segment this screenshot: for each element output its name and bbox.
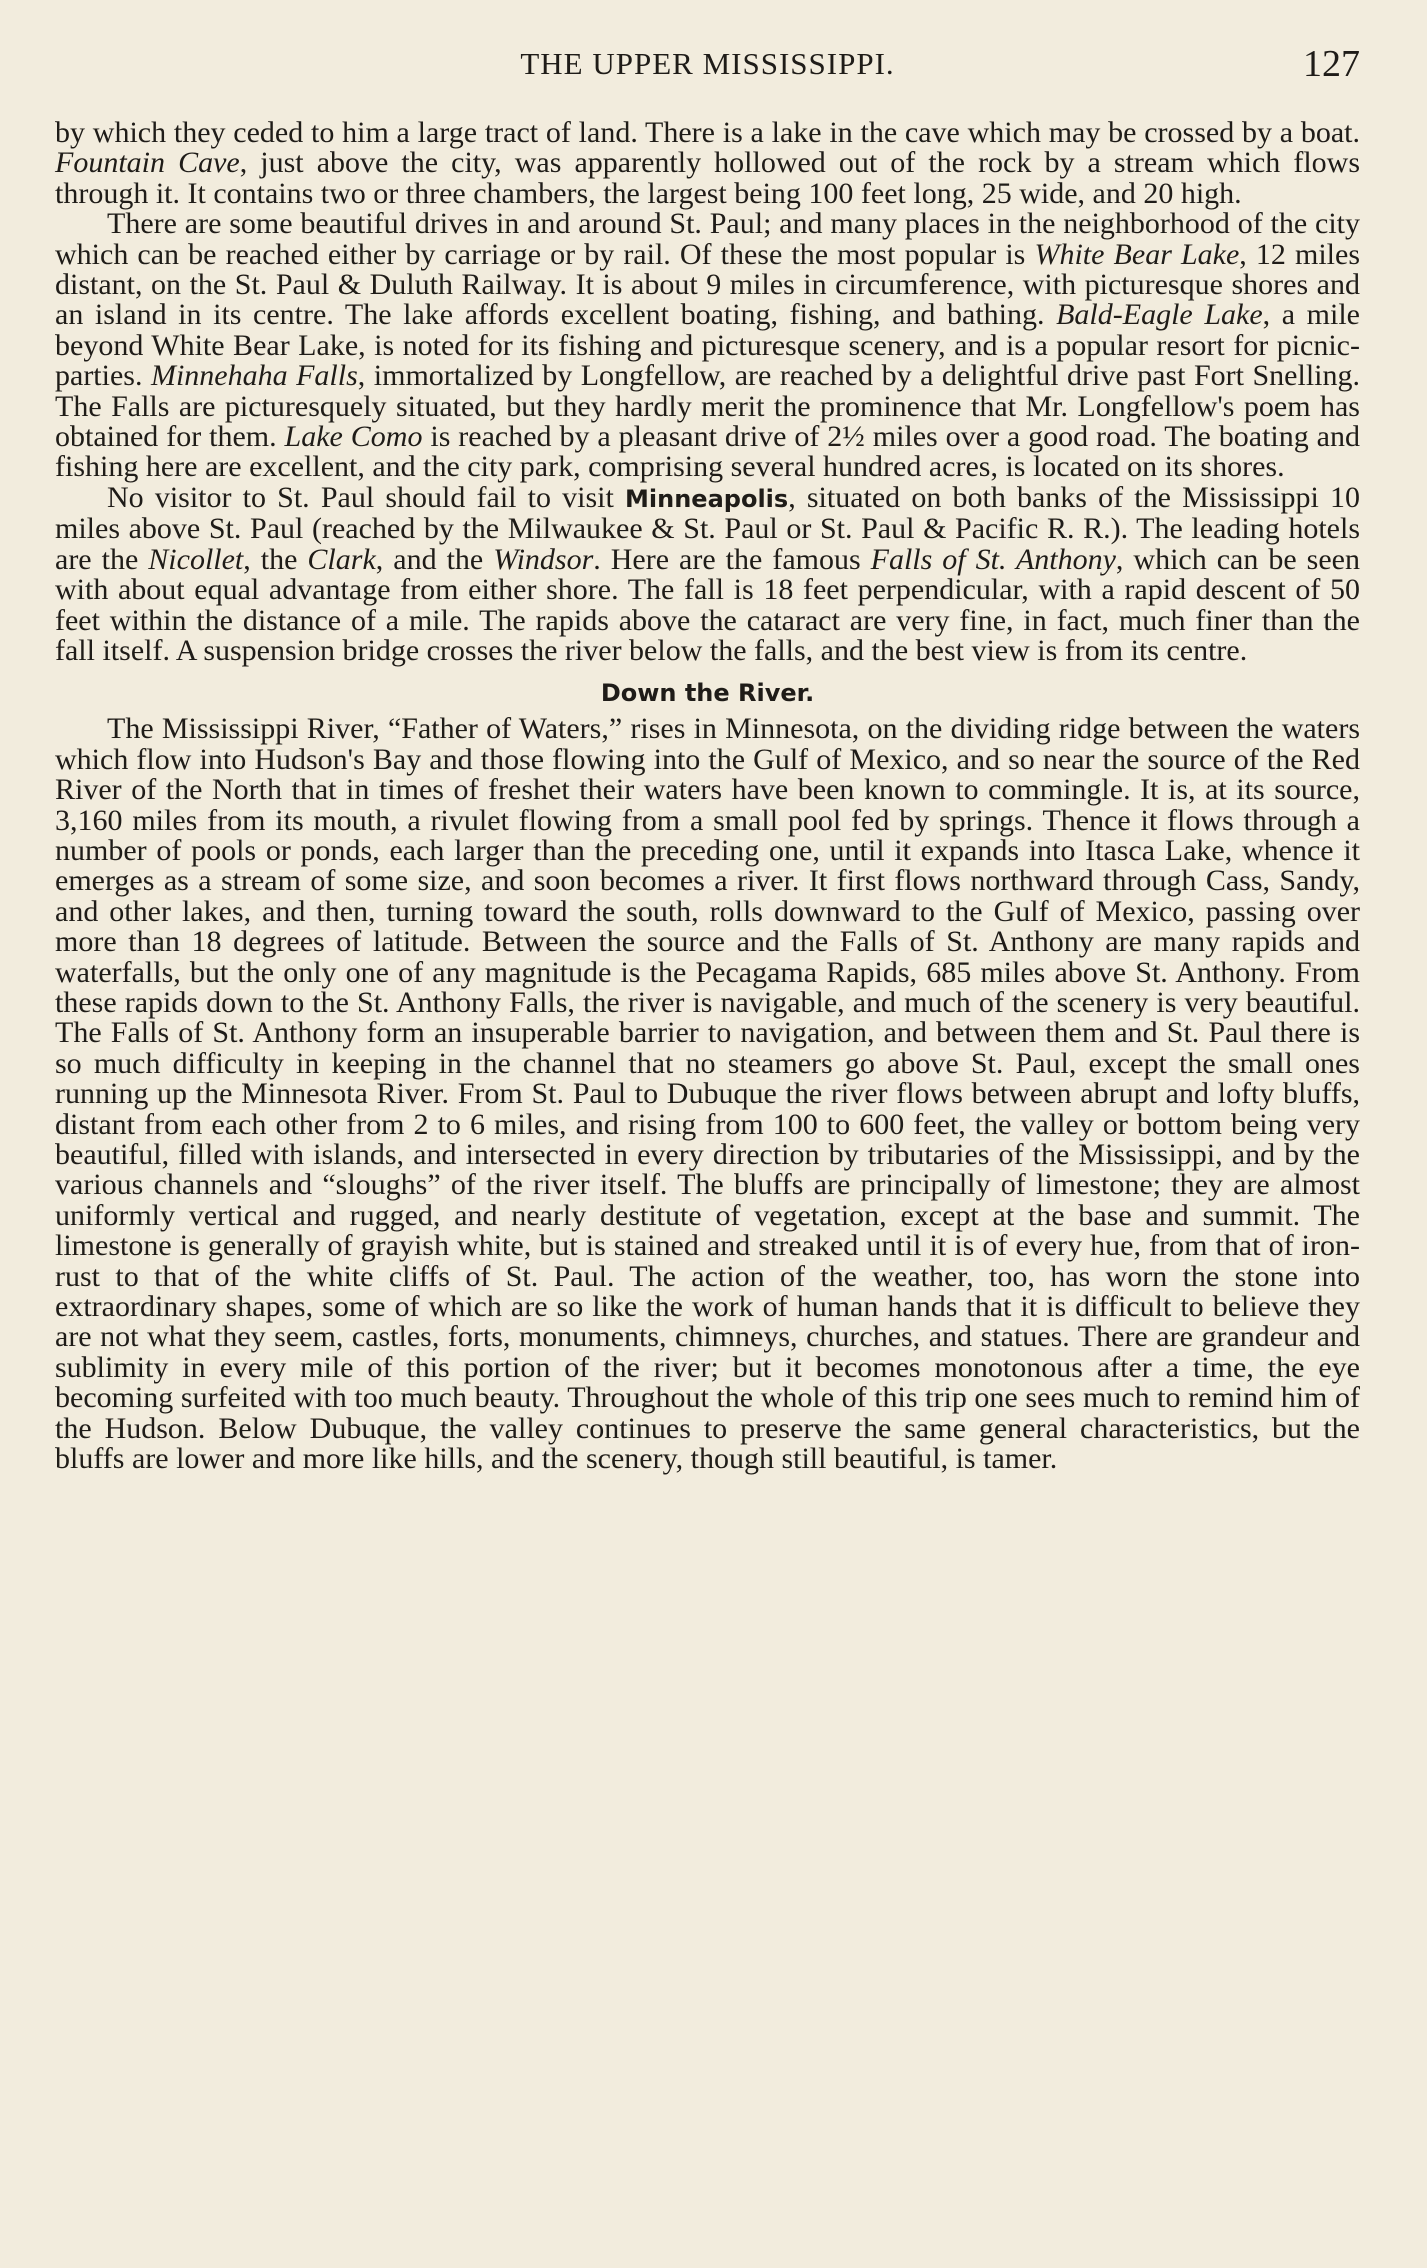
paragraph [55, 480, 1360, 667]
body-text [55, 118, 1360, 1474]
paragraph-group [55, 714, 1360, 1474]
section-heading: Down the River. [600, 679, 815, 708]
text-run: , immortalized by Longfellow, are reached by a delightful drive past Fort Snelling. The Falls are picturesquely situated, but they hardly merit the prominence that Mr. Longfellow's poem has obtained for them. [55, 359, 1361, 454]
italic-place-name: Nicollet [148, 542, 244, 576]
italic-place-name: Minnehaha Falls [150, 359, 358, 393]
italic-place-name: Clark [307, 542, 376, 576]
italic-place-name: Falls of St. Anthony [870, 542, 1116, 576]
text-run: is reached by a pleasant drive of 2½ miles over a good road. The boating and fishing here are excellent, and the city park, comprising several hundred acres, is located on its shores. [55, 420, 1360, 484]
italic-place-name: White Bear Lake [1034, 237, 1240, 271]
paragraph [55, 118, 1360, 209]
italic-place-name: Windsor [493, 542, 594, 576]
text-run: The Mississippi River, “Father of Waters,” rises in Minnesota, on the dividing ridge between the waters which flow into Hudson's Bay and those flowing into the Gulf of Mexico, and so near the source of the Red River of the North that in times of freshet their waters have been known to commingle. It is, at its source, 3,160 miles from its mouth, a rivulet flowing from a small pool fed by springs. Thence it flows through a number of pools or ponds, each larger than the preceding one, until it expands into Itasca Lake, whence it emerges as a stream of some size, and soon becomes a river. It first flows northward through Cass, Sandy, and other lakes, and then, turning toward the south, rolls downward to the Gulf of Mexico, passing over more than 18 degrees of latitude. Between the source and the Falls of St. Anthony are many rapids and waterfalls, but the only one of any magnitude is the Pecagama Rapids, 685 miles above St. Anthony. From these rapids down to the St. Anthony Falls, the river is navigable, and much of the scenery is very beautiful. The Falls of St. Anthony form an insuperable barrier to navigation, and between them and St. Paul there is so much difficulty in keeping in the channel that no steamers go above St. Paul, except the small ones running up the Minnesota River. From St. Paul to Dubuque the river flows between abrupt and lofty bluffs, distant from each other from 2 to 6 miles, and rising from 100 to 600 feet, the valley or bottom being very beautiful, filled with islands, and intersected in every direction by tributaries of the Mississippi, and by the various channels and “sloughs” of the river itself. The bluffs are principally of limestone; they are almost uniformly vertical and rugged, and nearly destitute of vegetation, except at the base and summit. The limestone is generally of grayish white, but is stained and streaked until it is of every hue, from that of iron-rust to that of the white cliffs of St. Paul. The action of the weather, too, has worn the stone into extraordinary shapes, some of which are so like the work of human hands that it is difficult to believe they are not what they seem, castles, forts, monuments, chimneys, churches, and statues. There are grandeur and sublimity in every mile of this portion of the river; but it becomes monotonous after a time, the eye becoming surfeited with too much beauty. Throughout the whole of this trip one sees much to remind him of the Hudson. Below Dubuque, the valley continues to preserve the same general characteristics, but the bluffs are lower and more like hills, and the scenery, though still beautiful, is tamer. [55, 712, 1360, 1476]
text-run: , which can be seen with about equal advantage from either shore. The fall is 18 feet perpendicular, with a rapid descent of 50 feet within the distance of a mile. The rapids above the cataract are very fine, in fact, much finer than the fall itself. A suspension bridge crosses the river below the falls, and the best view is from its centre. [55, 542, 1360, 667]
paragraph-group [55, 118, 1360, 666]
running-title: THE UPPER MISSISSIPPI. [520, 46, 895, 81]
text-run: No visitor to St. Paul should fail to visit [107, 480, 626, 514]
page-number: 127 [1303, 43, 1360, 85]
text-run: , 12 miles distant, on the St. Paul & Duluth Railway. It is about 9 miles in circumference, with picturesque shores and an island in its centre. The lake affords excellent boating, fishing, and bathing. [55, 237, 1361, 332]
text-run: There are some beautiful drives in and around St. Paul; and many places in the neighborhood of the city which can be reached either by carriage or by rail. Of these the most popular is [55, 207, 1360, 271]
bold-place-name: Minneapolis [625, 484, 789, 513]
text-run: by which they ceded to him a large tract of land. There is a lake in the cave which may be crossed by a boat. [55, 116, 1360, 149]
italic-place-name: Bald-Eagle Lake [1056, 298, 1263, 332]
paragraph [55, 209, 1360, 483]
running-head [55, 38, 1360, 88]
paragraph [55, 714, 1360, 1474]
text-run: , just above the city, was apparently hollowed out of the rock by a stream which flows through it. It contains two or three chambers, the largest being 100 feet long, 25 wide, and 20 high. [55, 146, 1360, 210]
italic-place-name: Lake Como [284, 420, 423, 454]
italic-place-name: Fountain Cave [55, 146, 240, 180]
text-run: , a mile beyond White Bear Lake, is noted for its fishing and picturesque scenery, and is a popular resort for picnic-parties. [55, 298, 1360, 393]
text-run: , the [243, 542, 308, 576]
text-run: , situated on both banks of the Mississippi 10 miles above St. Paul (reached by the Milwaukee & St. Paul or St. Paul & Pacific R. R.). The leading hotels are the [55, 480, 1360, 576]
text-run: , and the [375, 542, 494, 576]
text-run: . Here are the famous [593, 542, 871, 576]
